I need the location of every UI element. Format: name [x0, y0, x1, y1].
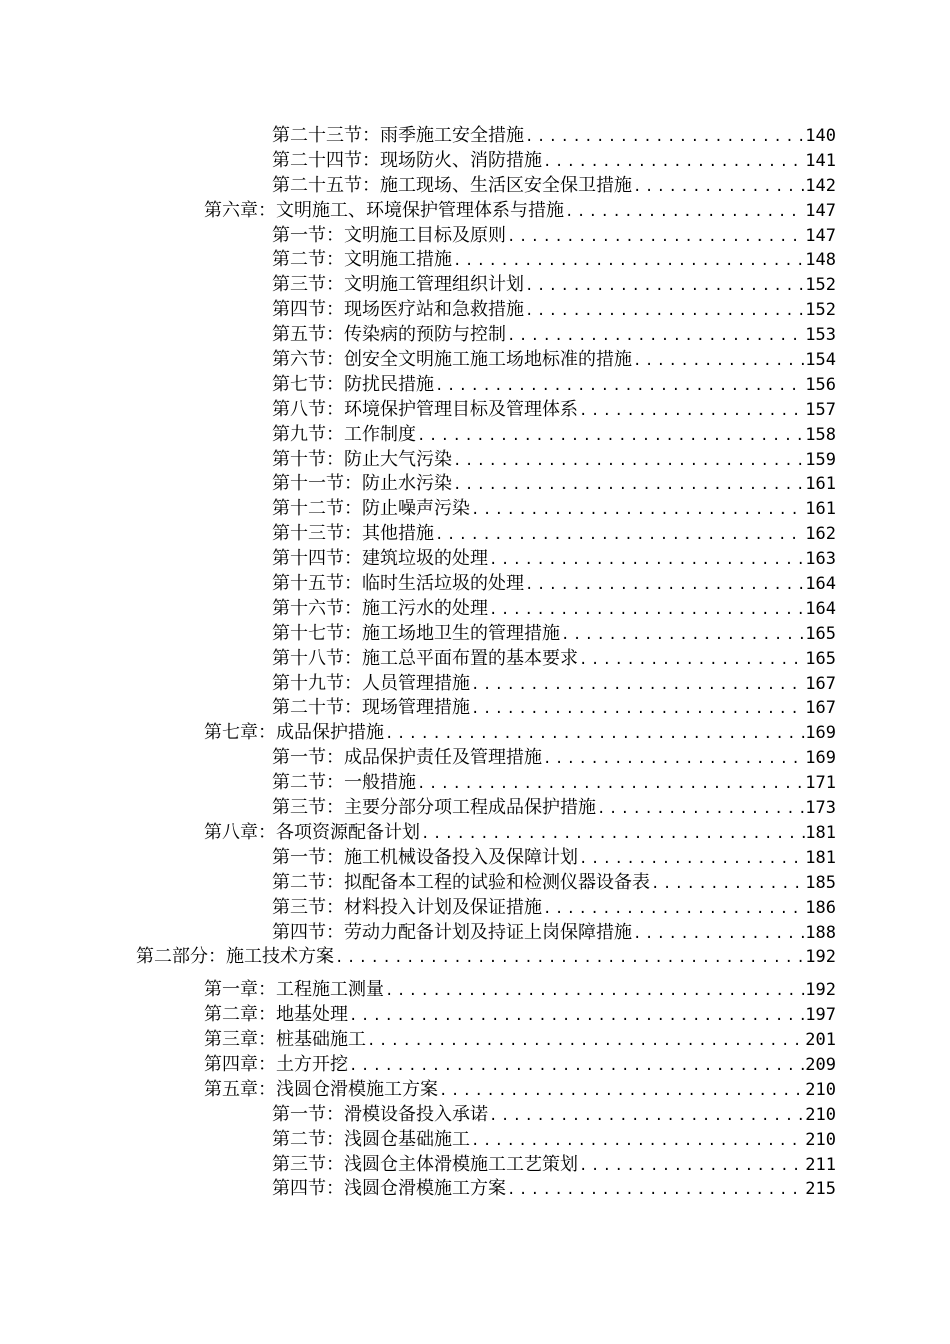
toc-entry-title: 第十四节：建筑垃圾的处理	[272, 548, 488, 570]
toc-dot-leader	[578, 847, 805, 872]
toc-dot-leader	[632, 175, 805, 200]
toc-entry[interactable]	[0, 821, 950, 846]
toc-entry-title: 第四节：浅圆仓滑模施工方案	[272, 1178, 506, 1200]
toc-page-number: 192	[805, 947, 836, 968]
toc-page-number: 181	[805, 822, 836, 843]
toc-dot-leader	[434, 374, 805, 399]
toc-dot-leader	[542, 897, 805, 922]
toc-entry[interactable]	[0, 896, 950, 921]
toc-entry-title: 第三节：文明施工管理组织计划	[272, 274, 524, 296]
toc-page-number: 167	[805, 698, 836, 719]
toc-page-number: 164	[805, 574, 836, 595]
toc-dot-leader	[542, 150, 805, 175]
toc-page-number: 148	[805, 250, 836, 271]
toc-entry[interactable]	[0, 199, 950, 224]
toc-entry-title: 第八节：环境保护管理目标及管理体系	[272, 398, 578, 420]
toc-page-number: 154	[805, 350, 836, 371]
toc-entry-title: 第一节：施工机械设备投入及保障计划	[272, 846, 578, 868]
toc-dot-leader	[578, 399, 805, 424]
toc-entry[interactable]	[0, 746, 950, 771]
toc-entry[interactable]	[0, 174, 950, 199]
toc-entry-title: 第五章：浅圆仓滑模施工方案	[204, 1078, 438, 1100]
toc-dot-leader	[632, 922, 805, 947]
toc-entry[interactable]	[0, 572, 950, 597]
toc-entry-title: 第十六节：施工污水的处理	[272, 597, 488, 619]
toc-page-number: 188	[805, 922, 836, 943]
toc-dot-leader	[506, 324, 805, 349]
toc-page-number: 169	[805, 748, 836, 769]
toc-page-number: 147	[805, 225, 836, 246]
toc-entry-title: 第三节：主要分部分项工程成品保护措施	[272, 797, 596, 819]
toc-entry[interactable]	[0, 721, 950, 746]
toc-page-number: 157	[805, 399, 836, 420]
toc-page-number: 171	[805, 773, 836, 794]
toc-dot-leader	[524, 125, 805, 150]
toc-entry[interactable]	[0, 978, 950, 1003]
toc-entry[interactable]	[0, 871, 950, 896]
toc-entry-title: 第四节：劳动力配备计划及持证上岗保障措施	[272, 921, 632, 943]
toc-entry-title: 第九节：工作制度	[272, 423, 416, 445]
toc-dot-leader	[578, 648, 805, 673]
toc-entry-title: 第十七节：施工场地卫生的管理措施	[272, 622, 560, 644]
toc-dot-leader	[416, 772, 805, 797]
toc-page-number: 141	[805, 150, 836, 171]
toc-dot-leader	[560, 623, 805, 648]
toc-entry-title: 第二章：地基处理	[204, 1004, 348, 1026]
toc-dot-leader	[488, 548, 805, 573]
toc-dot-leader	[348, 1054, 805, 1079]
toc-entry[interactable]	[0, 1177, 950, 1202]
toc-page-number: 162	[805, 524, 836, 545]
toc-dot-leader	[650, 872, 805, 897]
toc-entry[interactable]	[0, 771, 950, 796]
toc-page-number: 185	[805, 872, 836, 893]
toc-entry-title: 第一章：工程施工测量	[204, 979, 384, 1001]
toc-entry-title: 第十三节：其他措施	[272, 523, 434, 545]
toc-page-number: 152	[805, 275, 836, 296]
toc-entry[interactable]	[0, 224, 950, 249]
toc-dot-leader	[470, 498, 805, 523]
toc-entry[interactable]	[0, 796, 950, 821]
toc-entry[interactable]	[0, 1028, 950, 1053]
toc-entry[interactable]	[0, 597, 950, 622]
toc-dot-leader	[434, 523, 805, 548]
toc-entry[interactable]	[0, 398, 950, 423]
toc-entry-title: 第七节：防扰民措施	[272, 373, 434, 395]
toc-dot-leader	[578, 1154, 805, 1179]
toc-dot-leader	[420, 822, 805, 847]
toc-entry[interactable]	[0, 273, 950, 298]
toc-dot-leader	[564, 200, 805, 225]
toc-entry-title: 第八章：各项资源配备计划	[204, 821, 420, 843]
toc-dot-leader	[524, 573, 805, 598]
toc-entry[interactable]	[0, 248, 950, 273]
toc-entry[interactable]	[0, 1053, 950, 1078]
toc-entry-title: 第十八节：施工总平面布置的基本要求	[272, 647, 578, 669]
toc-dot-leader	[524, 299, 805, 324]
toc-dot-leader	[384, 722, 805, 747]
toc-dot-leader	[416, 424, 805, 449]
toc-entry[interactable]	[0, 696, 950, 721]
toc-entry-title: 第六节：创安全文明施工施工场地标准的措施	[272, 349, 632, 371]
toc-page-number: 211	[805, 1154, 836, 1175]
toc-entry[interactable]	[0, 149, 950, 174]
toc-entry[interactable]	[0, 472, 950, 497]
toc-entry-title: 第二十四节：现场防火、消防措施	[272, 149, 542, 171]
toc-dot-leader	[506, 1178, 805, 1203]
toc-entry-title: 第二节：一般措施	[272, 772, 416, 794]
toc-entry[interactable]	[0, 323, 950, 348]
toc-page-number: 158	[805, 424, 836, 445]
toc-entry[interactable]	[0, 1003, 950, 1028]
toc-entry[interactable]	[0, 448, 950, 473]
toc-entry-title: 第一节：成品保护责任及管理措施	[272, 747, 542, 769]
toc-page-number: 164	[805, 598, 836, 619]
toc-page-number: 165	[805, 623, 836, 644]
toc-entry[interactable]	[0, 522, 950, 547]
toc-entry-title: 第十二节：防止噪声污染	[272, 498, 470, 520]
toc-entry-title: 第二十五节：施工现场、生活区安全保卫措施	[272, 174, 632, 196]
toc-dot-leader	[470, 697, 805, 722]
toc-dot-leader	[366, 1029, 805, 1054]
toc-page-number: 197	[805, 1005, 836, 1026]
toc-dot-leader	[348, 1004, 805, 1029]
toc-entry[interactable]	[0, 497, 950, 522]
toc-page-number: 153	[805, 325, 836, 346]
toc-entry-title: 第二节：浅圆仓基础施工	[272, 1128, 470, 1150]
toc-entry-title: 第七章：成品保护措施	[204, 722, 384, 744]
toc-page-number: 156	[805, 374, 836, 395]
toc-page-number: 161	[805, 474, 836, 495]
toc-entry-title: 第二节：文明施工措施	[272, 249, 452, 271]
toc-entry-title: 第一节：滑模设备投入承诺	[272, 1103, 488, 1125]
toc-entry-title: 第二十节：现场管理措施	[272, 697, 470, 719]
toc-page-number: 161	[805, 499, 836, 520]
toc-entry[interactable]	[0, 423, 950, 448]
toc-entry[interactable]	[0, 945, 950, 970]
toc-entry-title: 第三节：浅圆仓主体滑模施工工艺策划	[272, 1153, 578, 1175]
toc-entry[interactable]	[0, 1153, 950, 1178]
toc-page-number: 152	[805, 300, 836, 321]
toc-entry-title: 第十五节：临时生活垃圾的处理	[272, 573, 524, 595]
toc-dot-leader	[542, 747, 805, 772]
toc-dot-leader	[452, 473, 805, 498]
toc-page-number: 181	[805, 847, 836, 868]
toc-entry-title: 第十九节：人员管理措施	[272, 672, 470, 694]
toc-entry-title: 第三节：材料投入计划及保证措施	[272, 896, 542, 918]
toc-dot-leader	[438, 1079, 805, 1104]
toc-entry-title: 第二部分：施工技术方案	[136, 946, 334, 968]
toc-entry[interactable]	[0, 1128, 950, 1153]
toc-entry-title: 第五节：传染病的预防与控制	[272, 324, 506, 346]
toc-page-number: 210	[805, 1129, 836, 1150]
toc-page-number: 142	[805, 175, 836, 196]
toc-dot-leader	[452, 249, 805, 274]
table-of-contents	[0, 124, 950, 1202]
toc-dot-leader	[488, 1104, 805, 1129]
toc-dot-leader	[334, 946, 805, 971]
toc-entry-title: 第二节：拟配备本工程的试验和检测仪器设备表	[272, 871, 650, 893]
toc-page-number: 159	[805, 449, 836, 470]
toc-dot-leader	[470, 1129, 805, 1154]
toc-entry[interactable]	[0, 647, 950, 672]
toc-page-number: 169	[805, 723, 836, 744]
toc-entry[interactable]	[0, 124, 950, 149]
toc-entry-title: 第四章：土方开挖	[204, 1053, 348, 1075]
toc-dot-leader	[384, 979, 805, 1004]
toc-page-number: 186	[805, 897, 836, 918]
toc-dot-leader	[524, 274, 805, 299]
toc-page-number: 192	[805, 980, 836, 1001]
toc-entry[interactable]	[0, 348, 950, 373]
toc-entry[interactable]	[0, 1103, 950, 1128]
toc-page-number: 210	[805, 1079, 836, 1100]
toc-entry[interactable]	[0, 298, 950, 323]
toc-entry[interactable]	[0, 921, 950, 946]
toc-entry[interactable]	[0, 622, 950, 647]
toc-entry-title: 第四节：现场医疗站和急救措施	[272, 299, 524, 321]
toc-dot-leader	[452, 449, 805, 474]
toc-entry-title: 第三章：桩基础施工	[204, 1029, 366, 1051]
toc-dot-leader	[596, 797, 805, 822]
toc-entry-title: 第十节：防止大气污染	[272, 448, 452, 470]
toc-page-number: 215	[805, 1179, 836, 1200]
toc-page-number: 165	[805, 648, 836, 669]
toc-dot-leader	[470, 673, 805, 698]
toc-entry-title: 第六章：文明施工、环境保护管理体系与措施	[204, 199, 564, 221]
toc-page-number: 167	[805, 673, 836, 694]
toc-entry[interactable]	[0, 1078, 950, 1103]
toc-page-number: 201	[805, 1030, 836, 1051]
toc-entry[interactable]	[0, 846, 950, 871]
toc-entry-title: 第十一节：防止水污染	[272, 473, 452, 495]
toc-entry[interactable]	[0, 373, 950, 398]
toc-page-number: 147	[805, 200, 836, 221]
toc-entry[interactable]	[0, 547, 950, 572]
toc-entry-title: 第一节：文明施工目标及原则	[272, 224, 506, 246]
toc-dot-leader	[488, 598, 805, 623]
toc-page-number: 140	[805, 126, 836, 146]
toc-entry-title: 第二十三节：雨季施工安全措施	[272, 125, 524, 146]
toc-page-number: 173	[805, 798, 836, 819]
toc-dot-leader	[632, 349, 805, 374]
toc-page-number: 209	[805, 1054, 836, 1075]
toc-entry[interactable]	[0, 672, 950, 697]
toc-page-number: 210	[805, 1104, 836, 1125]
toc-dot-leader	[506, 225, 805, 250]
toc-page-number: 163	[805, 549, 836, 570]
